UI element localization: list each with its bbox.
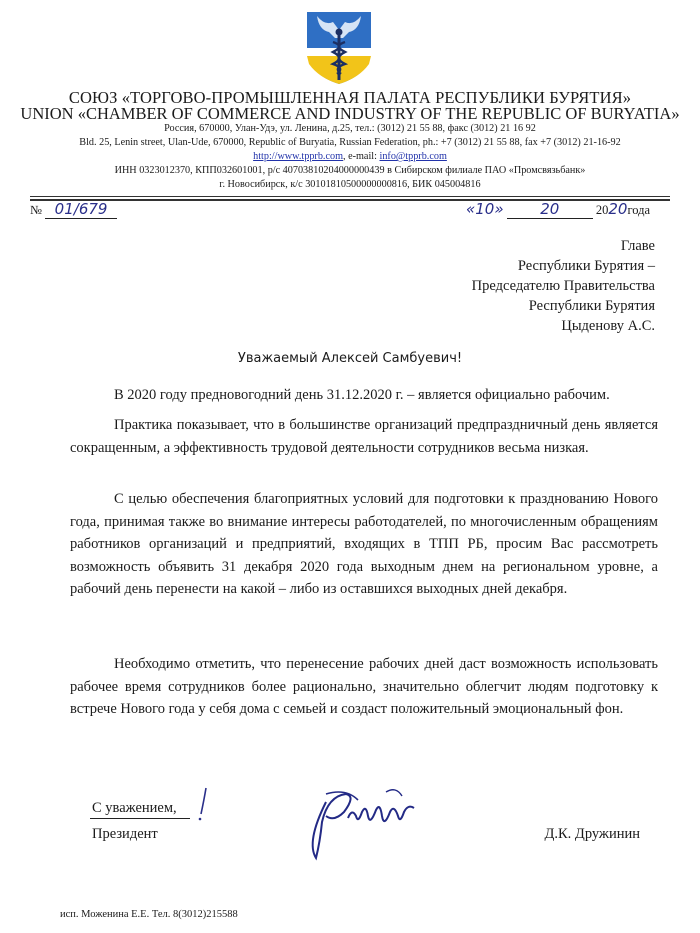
body-paragraph: С целью обеспечения благоприятных условий для подготовки к празднованию Нового года, принимая также во внимание интересы работодателей, по многочисленным обращениям работников организаций и предприятий, входящих в ТПП РБ, просим Вас рассмотреть возможность объявить 31 декабря 2020 года выходным днем на региональном уровне, а рабочий день перенести на какой – либо из оставшихся выходных дней декабря. xyxy=(70,491,658,598)
website-link[interactable]: http://www.tpprb.com xyxy=(253,151,343,162)
bank-details-1: ИНН 0323012370, КПП032601001, р/с 40703810204000000439 в Сибирском филиале ПАО «Промсвязьбанк» xyxy=(114,165,586,176)
registration-number xyxy=(30,200,117,219)
address-ru: Россия, 670000, Улан-Удэ, ул. Ленина, д.25, тел.: (3012) 21 55 88, факс (3012) 21 16 92 xyxy=(164,123,536,134)
bank-details-2: г. Новосибирск, к/с 30101810500000000816, БИК 045004816 xyxy=(219,179,481,190)
header-divider-thin xyxy=(30,196,670,197)
signer-position: Президент xyxy=(92,826,158,842)
org-title-en: UNION «CHAMBER OF COMMERCE AND INDUSTRY OF THE REPUBLIC OF BURYATIA» xyxy=(20,104,680,123)
addressee-block xyxy=(472,236,655,336)
address-en: Bld. 25, Lenin street, Ulan-Ude, 670000, Republic of Buryatia, Russian Federation, ph.: +7 (3012) 21 55 88, fax +7 (3012) 21-16-92 xyxy=(79,137,621,148)
date-year-prefix: 20 xyxy=(595,203,609,217)
date-year-suffix: 20 xyxy=(608,200,628,218)
addressee-line: Главе xyxy=(620,238,655,254)
date-day: «10» xyxy=(466,200,504,218)
number-value: 01/679 xyxy=(45,200,117,219)
addressee-line: Республики Бурятия – xyxy=(517,258,655,274)
org-title-ru: СОЮЗ «ТОРГОВО-ПРОМЫШЛЕННАЯ ПАЛАТА РЕСПУБЛИКИ БУРЯТИЯ» xyxy=(68,88,632,107)
body-paragraph: В 2020 году предновогодний день 31.12.2020 г. – является официально рабочим. xyxy=(114,387,610,403)
signer-name: Д.К. Дружинин xyxy=(544,826,640,842)
email-link[interactable]: info@tpprb.com xyxy=(379,151,447,162)
body-paragraph: Необходимо отметить, что перенесение рабочих дней даст возможность использовать рабочее время сотрудников более рационально, значительно облегчит людям подготовку к встрече Нового года у себя дома с семьей и создаст положительный эмоциональный фон. xyxy=(70,656,658,718)
handwritten-mark-icon xyxy=(196,786,210,822)
registration-date xyxy=(466,200,650,219)
closing-phrase: С уважением, xyxy=(92,800,177,816)
email-label: , e-mail: xyxy=(343,151,380,162)
date-year-word: года xyxy=(627,203,651,217)
executor-info: исп. Моженина Е.Е. Тел. 8(3012)215588 xyxy=(60,909,238,920)
addressee-line: Республики Бурятия xyxy=(528,298,655,314)
salutation: Уважаемый Алексей Самбуевич! xyxy=(237,351,463,366)
signature-icon xyxy=(286,782,436,862)
number-prefix: № xyxy=(30,203,42,217)
chamber-logo-icon xyxy=(303,8,375,86)
body-paragraph: Практика показывает, что в большинстве организаций предпраздничный день является сокращенным, а эффективность трудовой деятельности сотрудников весьма низкая. xyxy=(70,417,658,456)
addressee-name: Цыденову А.С. xyxy=(561,318,655,334)
addressee-line: Председателю Правительства xyxy=(471,278,655,294)
contacts-line xyxy=(0,151,700,162)
closing-underline xyxy=(90,818,190,819)
date-month: 20 xyxy=(507,200,593,219)
